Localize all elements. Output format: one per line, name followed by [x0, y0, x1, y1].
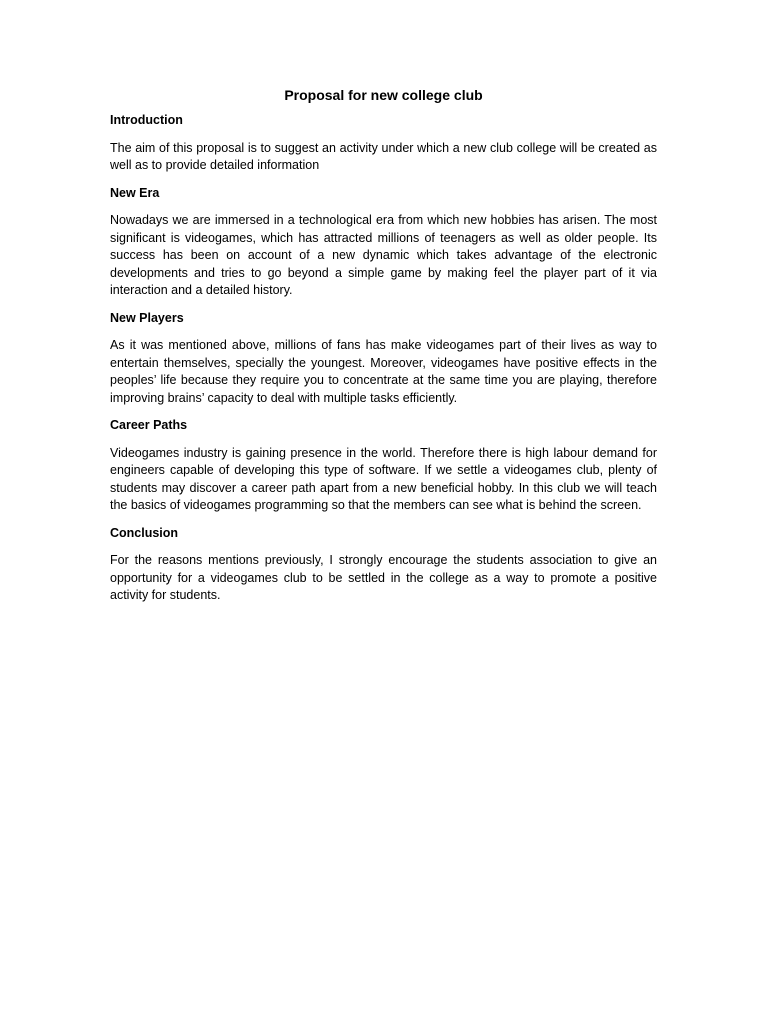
section-heading-new-players: New Players [110, 310, 184, 325]
section-conclusion [110, 525, 657, 605]
section-heading-conclusion: Conclusion [110, 525, 179, 540]
section-career-paths [110, 417, 657, 515]
section-body-conclusion: For the reasons mentions previously, I strongly encourage the students association to give an opportunity for a videogames club to be settled in the college as a way to promote a positive activity for students. [110, 553, 657, 602]
section-new-players [110, 310, 657, 408]
section-heading-introduction: Introduction [110, 113, 183, 127]
section-new-era [110, 185, 657, 300]
section-body-introduction: The aim of this proposal is to suggest an activity under which a new club college will be created as well as to provide detailed information [110, 140, 657, 172]
document-title: Proposal for new college club [284, 87, 483, 103]
section-heading-new-era: New Era [110, 185, 160, 200]
section-body-new-era: Nowadays we are immersed in a technological era from which new hobbies has arisen. The most significant is videogames, which has attracted millions of teenagers as well as older people. Its success has been on account of a new dynamic which takes advantage of the electronic developments and tries to go beyond a simple game by making feel the player part of it via interaction and a detailed history. [110, 213, 657, 297]
section-body-new-players: As it was mentioned above, millions of fans has make videogames part of their lives as way to entertain themselves, specially the youngest. Moreover, videogames have positive effects in the peoples’ life because they require you to concentrate at the same time you are playing, therefore improving brains’ capacity to deal with multiple tasks efficiently. [110, 338, 657, 405]
section-heading-career-paths: Career Paths [110, 418, 188, 432]
section-body-career-paths: Videogames industry is gaining presence in the world. Therefore there is high labour demand for engineers capable of developing this type of software. If we settle a videogames club, plenty of students may discover a career path apart from a new beneficial hobby. In this club we will teach the basics of videogames programming so that the members can see what is behind the screen. [110, 445, 657, 512]
document-page [110, 84, 657, 615]
section-introduction [110, 112, 657, 175]
